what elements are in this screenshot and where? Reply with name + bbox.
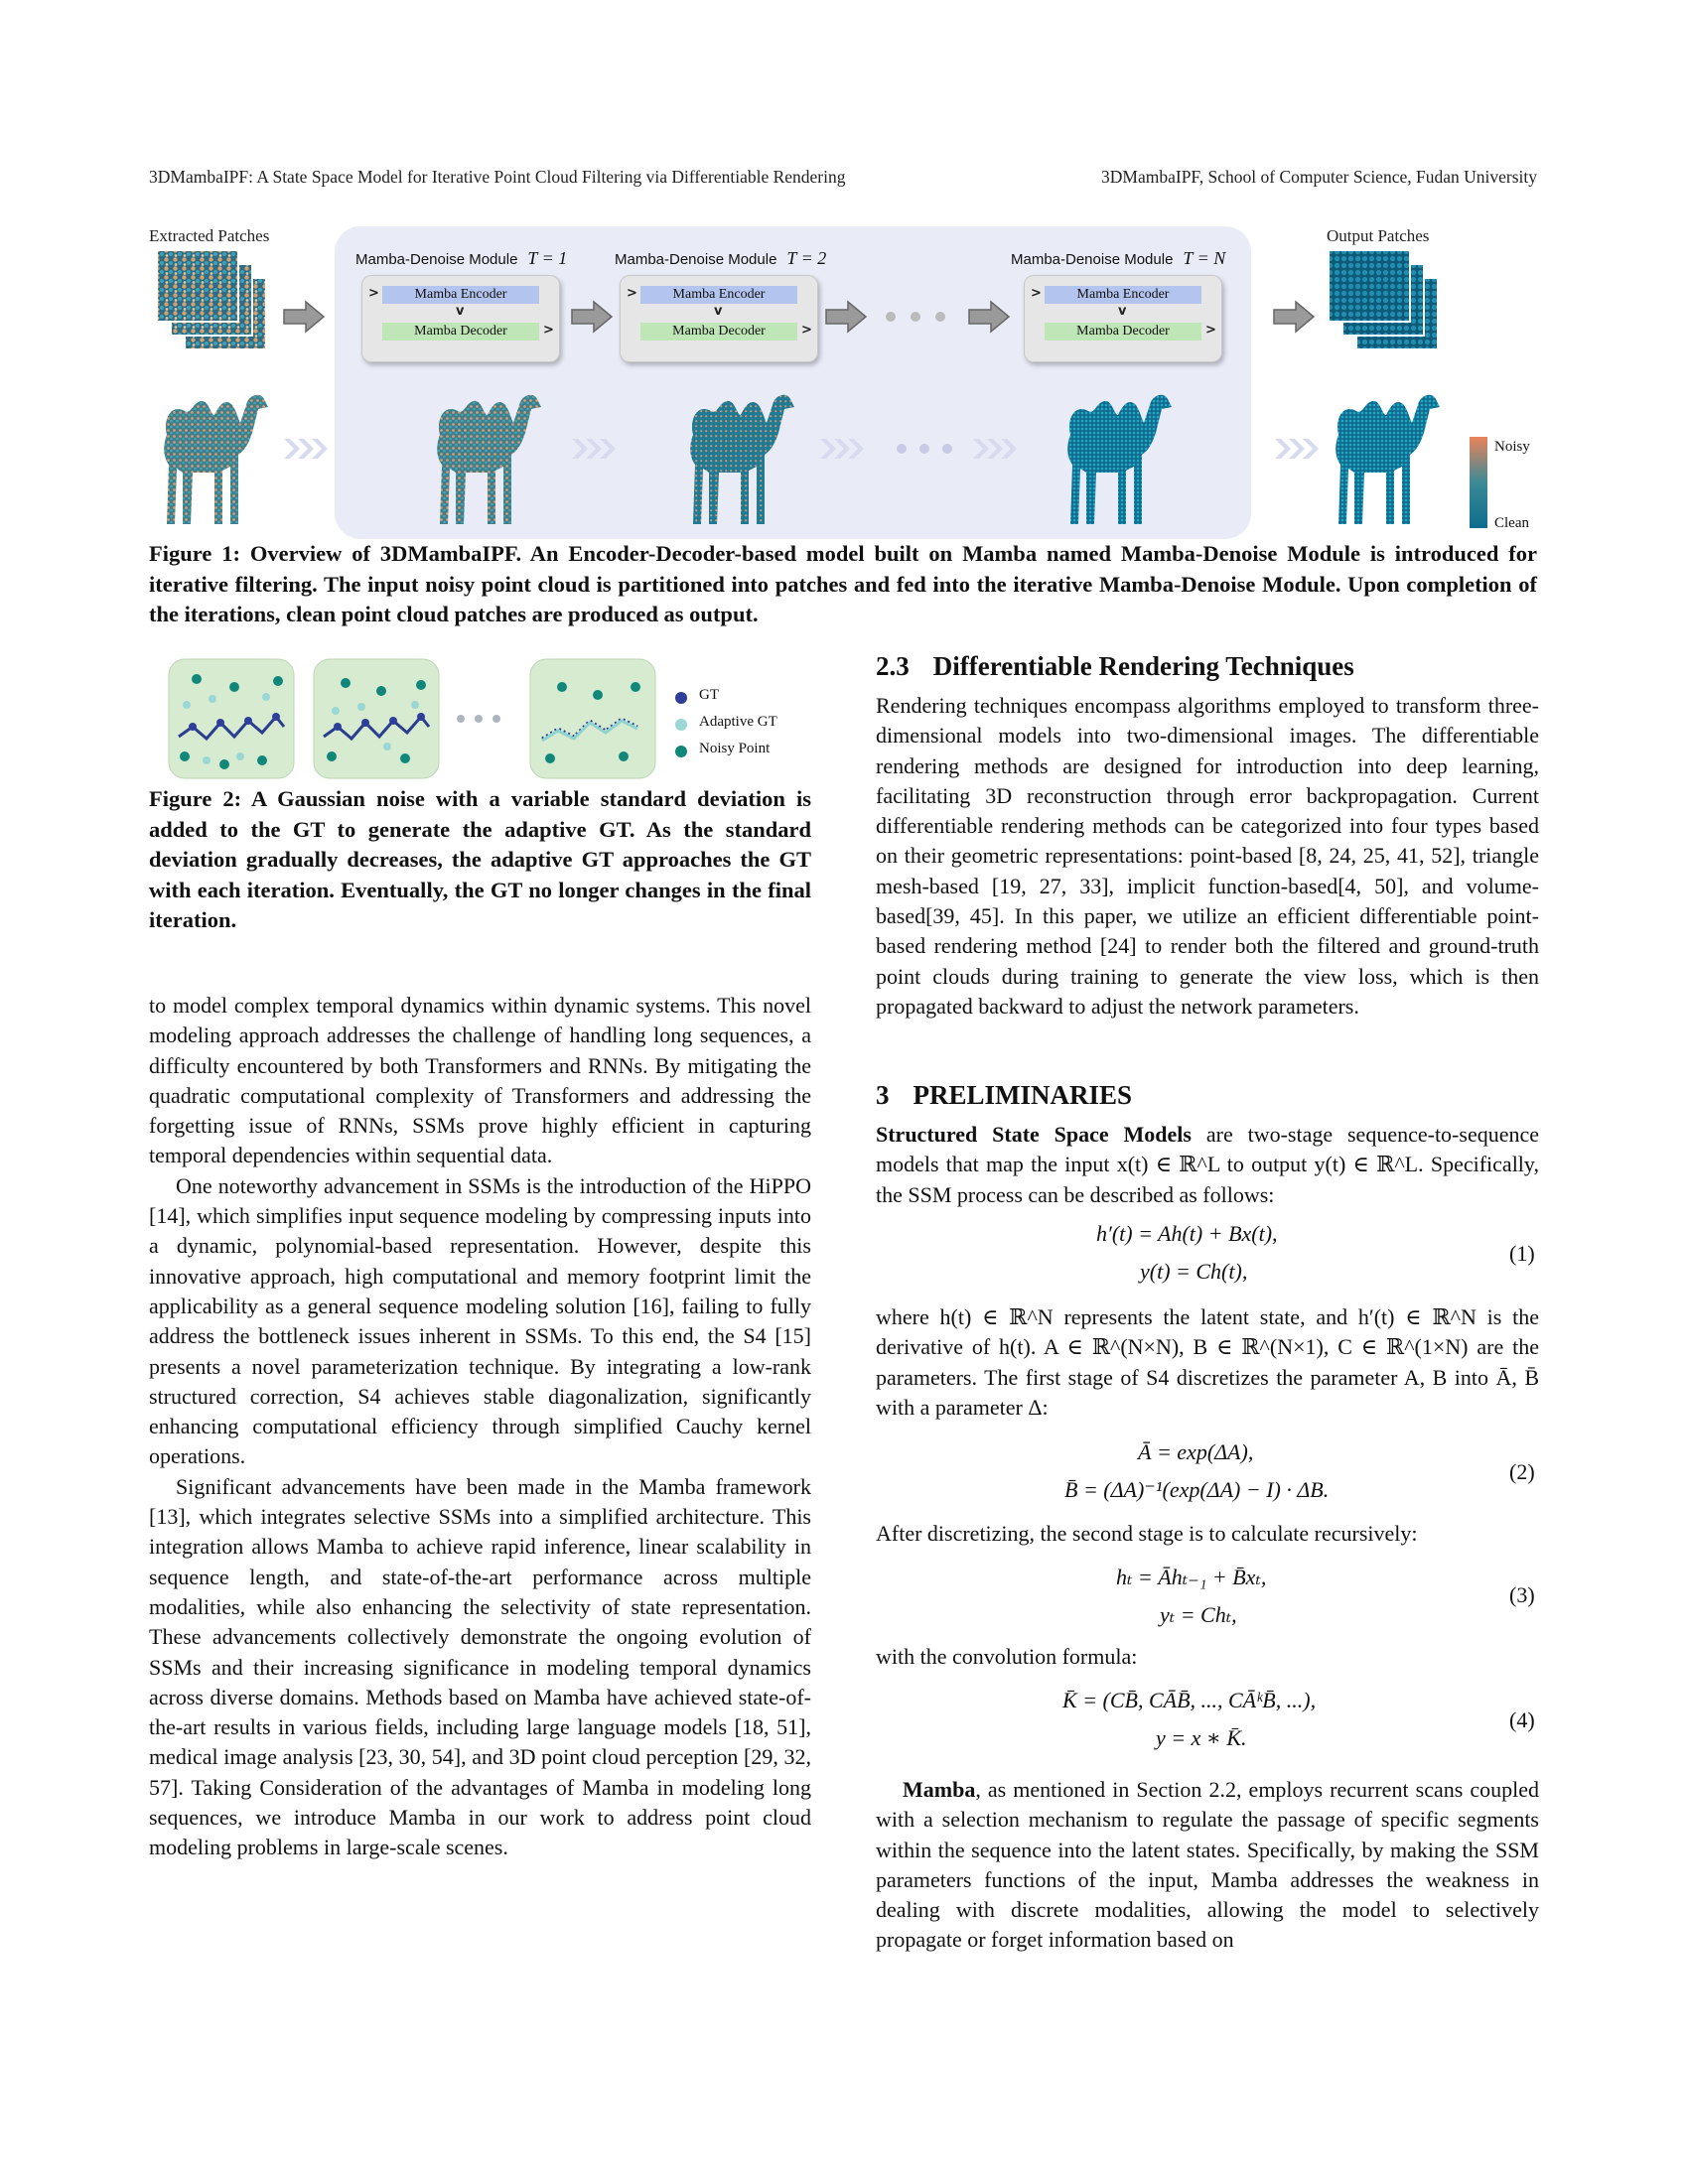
noisy-camel-image	[164, 395, 268, 524]
paragraph: to model complex temporal dynamics within dynamic systems. This novel modeling approach addresses the challenge of handling long sequences, a difficulty encountered by both Transformers and RNNs. By mitigating the quadratic computational complexity of Transformers and addressing the forgetting issue of RNNs, SSMs prove highly efficient in capturing temporal dependencies within sequential data.	[149, 993, 811, 1168]
figure1-flow-arrows	[0, 288, 1688, 338]
figure2-panel-1	[169, 659, 294, 778]
noise-colorbar	[1470, 437, 1487, 528]
colorbar-top-label: Noisy	[1494, 439, 1530, 455]
chevron-down-icon: v	[456, 304, 465, 319]
where-paragraph: where h(t) ∈ ℝ^N represents the latent state, and h′(t) ∈ ℝ^N is the derivative of h(t). A ∈ ℝ^(N×N), B ∈ ℝ^(N×1), C ∈ ℝ^(1×N) are the parameters. The first stage of S4 discretizes the parameter A, B into Ā, B̄ with a parameter Δ:	[876, 1304, 1539, 1420]
module1-title: Mamba-Denoise Module T = 1	[355, 248, 568, 268]
mamba-decoder-1: Mamba Decoder	[382, 323, 539, 341]
chevron-down-icon: v	[714, 304, 723, 319]
noisy-point-dot-icon	[675, 746, 687, 757]
mamba-encoder-1: Mamba Encoder	[382, 286, 539, 304]
arrow-right-icon	[572, 302, 612, 332]
equation-4-number: (4)	[1509, 1707, 1535, 1732]
ssm-paragraph: Structured State Space Models are two-stage sequence-to-sequence models that map the input x(t) ∈ ℝ^L to output y(t) ∈ ℝ^L. Specifically, the SSM process can be described as follows:	[876, 1122, 1539, 1207]
gt-dot-icon	[675, 692, 687, 704]
chevron-down-icon: v	[1118, 304, 1127, 319]
camel-t2-image	[690, 395, 794, 524]
colorbar-bottom-label: Clean	[1494, 515, 1529, 531]
figure1-camel-sequence	[149, 369, 1539, 538]
equation-3a: hₜ = Āhₜ₋₁ + B̄xₜ,	[1116, 1565, 1267, 1589]
equation-1a: h′(t) = Ah(t) + Bx(t),	[1096, 1221, 1278, 1246]
section-2-3-heading: 2.3 Differentiable Rendering Techniques	[876, 651, 1354, 681]
equation-1b: y(t) = Ch(t),	[1140, 1259, 1248, 1284]
legend-noisy-point: Noisy Point	[699, 741, 771, 756]
mamba-decoder-n: Mamba Decoder	[1045, 323, 1201, 341]
mamba-decoder-2: Mamba Decoder	[640, 323, 797, 341]
figure1-input-label: Extracted Patches	[149, 226, 270, 245]
figure2-panel-n	[530, 659, 655, 778]
adaptive-gt-dot-icon	[675, 719, 687, 731]
equation-4a: K̄ = (CB̄, CĀB̄, ..., CĀᵏB̄, ...),	[1062, 1688, 1317, 1712]
equation-3b: yₜ = Chₜ,	[1160, 1602, 1237, 1627]
paragraph: Rendering techniques encompass algorithms employed to transform three-dimensional models into two-dimensional images. The differentiable rendering methods are designed for introduction into deep learning, facilitating 3D reconstruction through error backpropagation. Current differentiable rendering methods can be categorized into four types based on their geometric representations: point-based [8, 24, 25, 41, 52], triangle mesh-based [19, 27, 33], implicit function-based[4, 50], and volume-based[39, 45]. In this paper, we utilize an efficient differentiable point-based rendering method [24] to render both the filtered and ground-truth point clouds during training to generate the view loss, which is then propagated backward to adjust the network parameters.	[876, 693, 1539, 1019]
equation-2a: Ā = exp(ΔA),	[1138, 1439, 1254, 1464]
module2-title: Mamba-Denoise Module T = 2	[615, 248, 827, 268]
figure2-diagram	[167, 657, 663, 784]
chevron-right-icon: >	[1205, 323, 1216, 338]
arrow-right-icon	[969, 302, 1009, 332]
section-2-3-text	[876, 691, 1539, 1022]
equation-3-number: (3)	[1509, 1582, 1535, 1607]
left-column	[149, 991, 811, 1863]
figure2-panel-2	[314, 659, 439, 778]
camel-tn-image	[1067, 395, 1172, 524]
chevron-right-icon: >	[801, 323, 812, 338]
camel-t1-image	[437, 395, 541, 524]
equation-2-number: (2)	[1509, 1459, 1535, 1484]
equation-1-number: (1)	[1509, 1241, 1535, 1266]
chevron-right-icon: >	[1031, 286, 1042, 301]
output-camel-image	[1336, 395, 1440, 524]
chevron-right-icon: >	[368, 286, 379, 301]
running-header-left: 3DMambaIPF: A State Space Model for Iterative Point Cloud Filtering via Differentiable Rendering	[149, 167, 846, 187]
module3-title: Mamba-Denoise Module T = N	[1011, 248, 1226, 268]
paragraph: One noteworthy advancement in SSMs is the introduction of the HiPPO [14], which simplifies input sequence modeling by compressing inputs into a dynamic, polynomial-based representation. However, despite this innovative approach, high computational and memory footprint limit the applicability as a general sequence modeling solution [16], failing to fully address the bottleneck issues inherent in SSMs. To this end, the S4 [15] presents a novel parameterization technique. By integrating a low-rank structured correction, S4 achieves stable diagonalization, significantly enhancing computational efficiency through simplified Cauchy kernel operations.	[149, 1172, 811, 1469]
mamba-encoder-2: Mamba Encoder	[640, 286, 797, 304]
chevron-right-icon: >	[543, 323, 554, 338]
equation-2b: B̄ = (ΔA)⁻¹(exp(ΔA) − I) · ΔB.	[1064, 1477, 1330, 1502]
mamba-encoder-n: Mamba Encoder	[1045, 286, 1201, 304]
equation-4b: y = x ∗ K̄.	[1156, 1725, 1247, 1750]
arrow-right-icon	[1274, 302, 1314, 332]
figure1-caption: Figure 1: Overview of 3DMambaIPF. An Encoder-Decoder-based model built on Mamba named Mamba-Denoise Module is introduced for iterative filtering. The input noisy point cloud is partitioned into patches and fed into the iterative Mamba-Denoise Module. Upon completion of the iterations, clean point cloud patches are produced as output.	[149, 541, 1537, 626]
chevron-right-icon: >	[627, 286, 637, 301]
figure1-output-label: Output Patches	[1327, 226, 1430, 245]
paragraph: Significant advancements have been made in the Mamba framework [13], which integrates selective SSMs into a simplified architecture. This integration allows Mamba to achieve rapid inference, linear scalability in sequence length, and state-of-the-art performance across multiple modalities, while also enhancing the selectivity of state representation. These advancements collectively demonstrate the ongoing evolution of SSMs and their increasing significance in modeling temporal dynamics across diverse domains. Methods based on Mamba have achieved state-of-the-art results in various fields, including large language models [18, 51], medical image analysis [23, 30, 54], and 3D point cloud perception [29, 32, 57]. Taking Consideration of the advantages of Mamba in modeling long sequences, we introduce Mamba in our work to address point cloud modeling problems in large-scale scenes.	[149, 1473, 811, 1860]
arrow-right-icon	[826, 302, 866, 332]
legend-adaptive-gt: Adaptive GT	[699, 714, 777, 730]
conv-paragraph: with the convolution formula:	[876, 1644, 1138, 1669]
mamba-paragraph: Mamba, as mentioned in Section 2.2, employs recurrent scans coupled with a selection mechanism to regulate the passage of specific segments within the sequence into the latent states. Specifically, by making the SSM parameters functions of the input, Mamba addresses the weakness in dealing with discrete modalities, allowing the model to selectively propagate or forget information based on	[876, 1777, 1539, 1953]
legend-gt: GT	[699, 687, 719, 703]
figure2-caption: Figure 2: A Gaussian noise with a variable standard deviation is added to the GT to generate the adaptive GT. As the standard deviation gradually decreases, the adaptive GT approaches the GT with each iteration. Eventually, the GT no longer changes in the final iteration.	[149, 786, 811, 932]
arrow-right-icon	[284, 302, 324, 332]
running-header-right: 3DMambaIPF, School of Computer Science, Fudan University	[1101, 167, 1537, 187]
after-paragraph: After discretizing, the second stage is to calculate recursively:	[876, 1521, 1418, 1546]
section-3-heading: 3 PRELIMINARIES	[876, 1080, 1133, 1110]
